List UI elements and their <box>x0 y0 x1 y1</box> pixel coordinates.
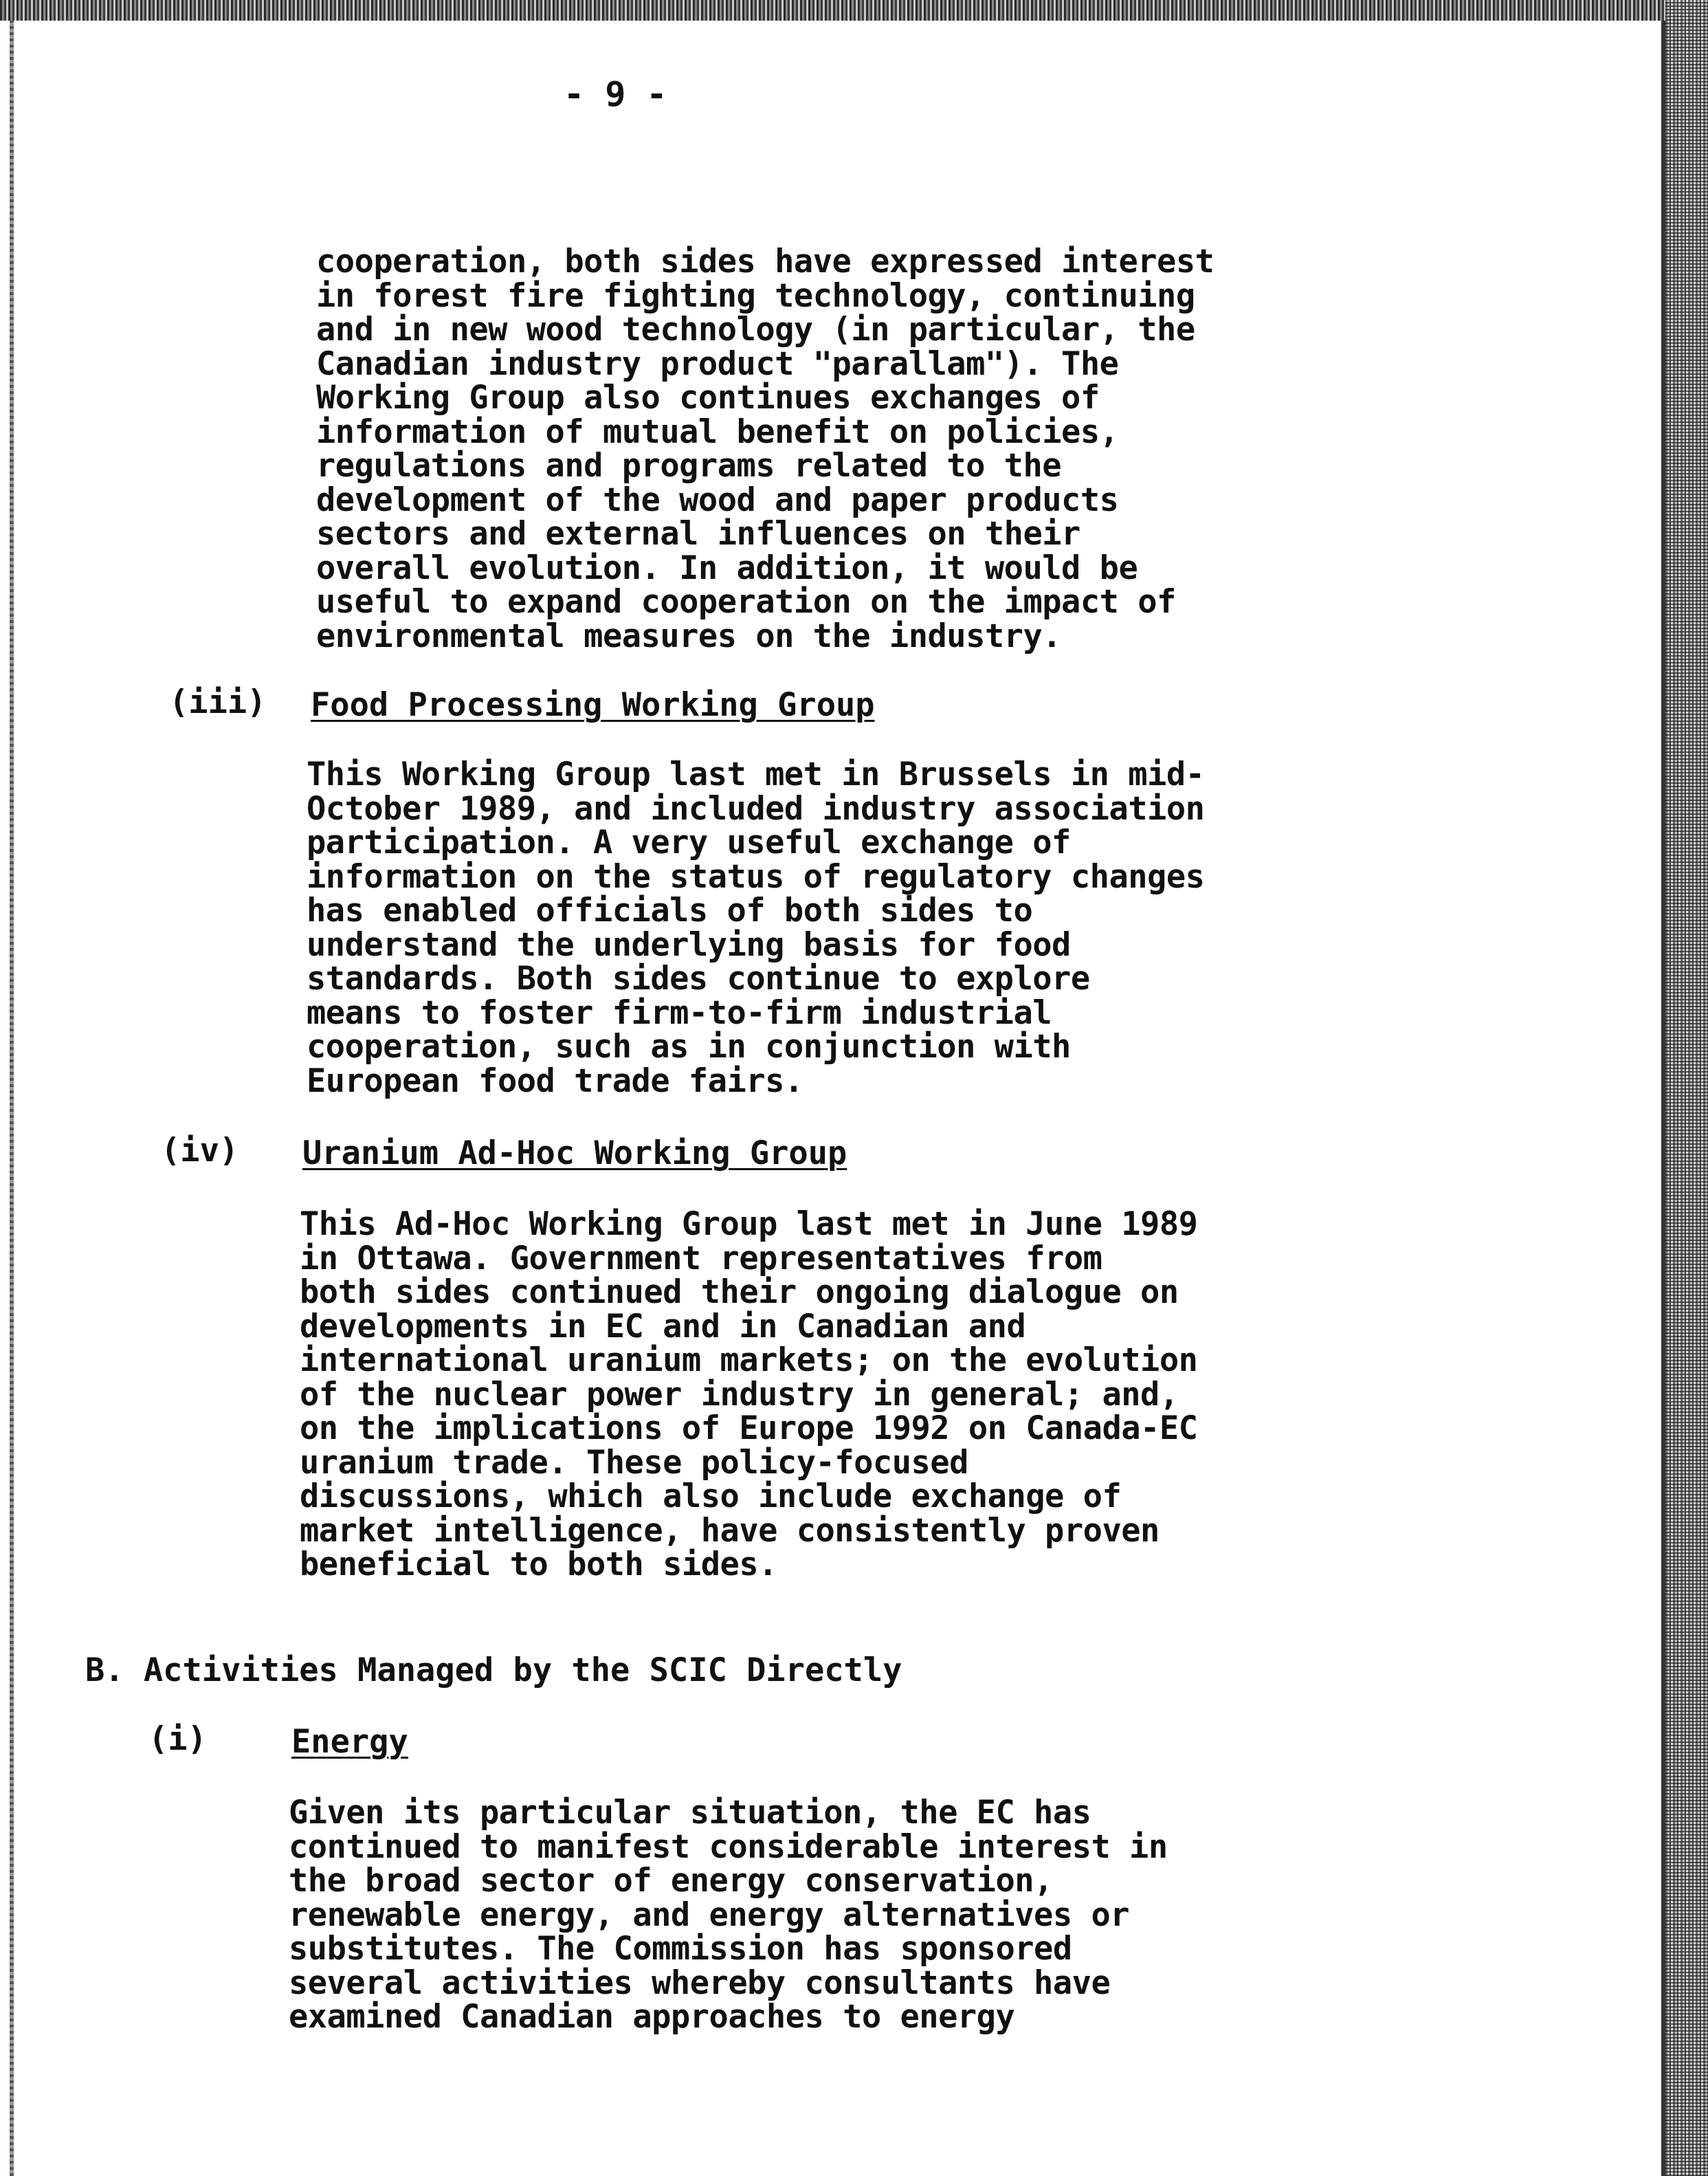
paragraph-line: means to foster firm-to-firm industrial <box>307 993 1052 1032</box>
paragraph-line: international uranium markets; on the evolution <box>300 1341 1198 1379</box>
paragraph-line: development of the wood and paper products <box>316 481 1119 519</box>
uranium-section-marker: (iv) <box>161 1132 239 1169</box>
paragraph-line: This Working Group last met in Brussels in mid- <box>307 756 1205 793</box>
paragraph-line: continued to manifest considerable interest in <box>289 1827 1168 1866</box>
paragraph-line: uranium trade. These policy-focused <box>300 1443 968 1482</box>
uranium-section-paragraph <box>300 1207 1197 1582</box>
page-number: - 9 - <box>564 74 667 114</box>
food-section-paragraph <box>307 758 1204 1098</box>
paragraph-line: discussions, which also include exchange of <box>300 1477 1122 1515</box>
paragraph-line: several activities whereby consultants have <box>289 1964 1111 2002</box>
paragraph-line: on the implications of Europe 1992 on Canada-EC <box>300 1409 1198 1447</box>
paragraph-line: European food trade fairs. <box>307 1062 803 1100</box>
paragraph-line: cooperation, both sides have expressed interest <box>316 243 1215 281</box>
paragraph-line: overall evolution. In addition, it would be <box>316 549 1138 587</box>
paragraph-line: standards. Both sides continue to explore <box>307 960 1090 998</box>
intro-paragraph <box>316 245 1214 653</box>
paragraph-line: in Ottawa. Government representatives from <box>300 1239 1102 1277</box>
paragraph-line: information on the status of regulatory changes <box>307 857 1205 896</box>
paragraph-line: and in new wood technology (in particular, the <box>316 311 1195 349</box>
paragraph-line: substitutes. The Commission has sponsored <box>289 1930 1072 1968</box>
paragraph-line: developments in EC and in Canadian and <box>300 1307 1026 1345</box>
paragraph-line: useful to expand cooperation on the impact of <box>316 583 1176 621</box>
scan-border-right <box>1665 0 1708 2176</box>
paragraph-line: understand the underlying basis for food <box>307 925 1071 964</box>
paragraph-line: renewable energy, and energy alternatives or <box>289 1895 1130 1934</box>
paragraph-line: cooperation, such as in conjunction with <box>307 1028 1071 1066</box>
paragraph-line: information of mutual benefit on policies, <box>316 413 1119 451</box>
paragraph-line: sectors and external influences on their <box>316 515 1080 553</box>
paragraph-line: of the nuclear power industry in general; and, <box>300 1375 1179 1414</box>
food-section-heading: Food Processing Working Group <box>311 686 875 724</box>
energy-section-heading: Energy <box>291 1723 408 1761</box>
paragraph-line: Working Group also continues exchanges of <box>316 379 1100 417</box>
paragraph-line: environmental measures on the industry. <box>316 617 1062 655</box>
section-b-heading: B. Activities Managed by the SCIC Directly <box>85 1651 902 1689</box>
paragraph-line: Canadian industry product "parallam"). The <box>316 344 1119 383</box>
paragraph-line: the broad sector of energy conservation, <box>289 1862 1053 1900</box>
scan-border-top <box>0 0 1708 21</box>
paragraph-line: This Ad-Hoc Working Group last met in June 1989 <box>300 1205 1198 1243</box>
paragraph-line: in forest fire fighting technology, continuing <box>316 276 1195 315</box>
paragraph-line: Given its particular situation, the EC has <box>289 1794 1091 1832</box>
energy-section-paragraph <box>289 1796 1168 2034</box>
energy-section-marker: (i) <box>148 1720 207 1758</box>
scan-border-left <box>10 21 14 2176</box>
paragraph-line: market intelligence, have consistently proven <box>300 1511 1160 1550</box>
uranium-section-heading: Uranium Ad-Hoc Working Group <box>302 1134 847 1172</box>
food-section-marker: (iii) <box>169 683 267 721</box>
paragraph-line: participation. A very useful exchange of <box>307 824 1071 861</box>
paragraph-line: both sides continued their ongoing dialogue on <box>300 1273 1179 1311</box>
paragraph-line: has enabled officials of both sides to <box>307 892 1033 930</box>
paragraph-line: beneficial to both sides. <box>300 1546 777 1583</box>
paragraph-line: examined Canadian approaches to energy <box>289 1998 1015 2036</box>
paragraph-line: regulations and programs related to the <box>316 447 1062 485</box>
paragraph-line: October 1989, and included industry association <box>307 789 1205 828</box>
